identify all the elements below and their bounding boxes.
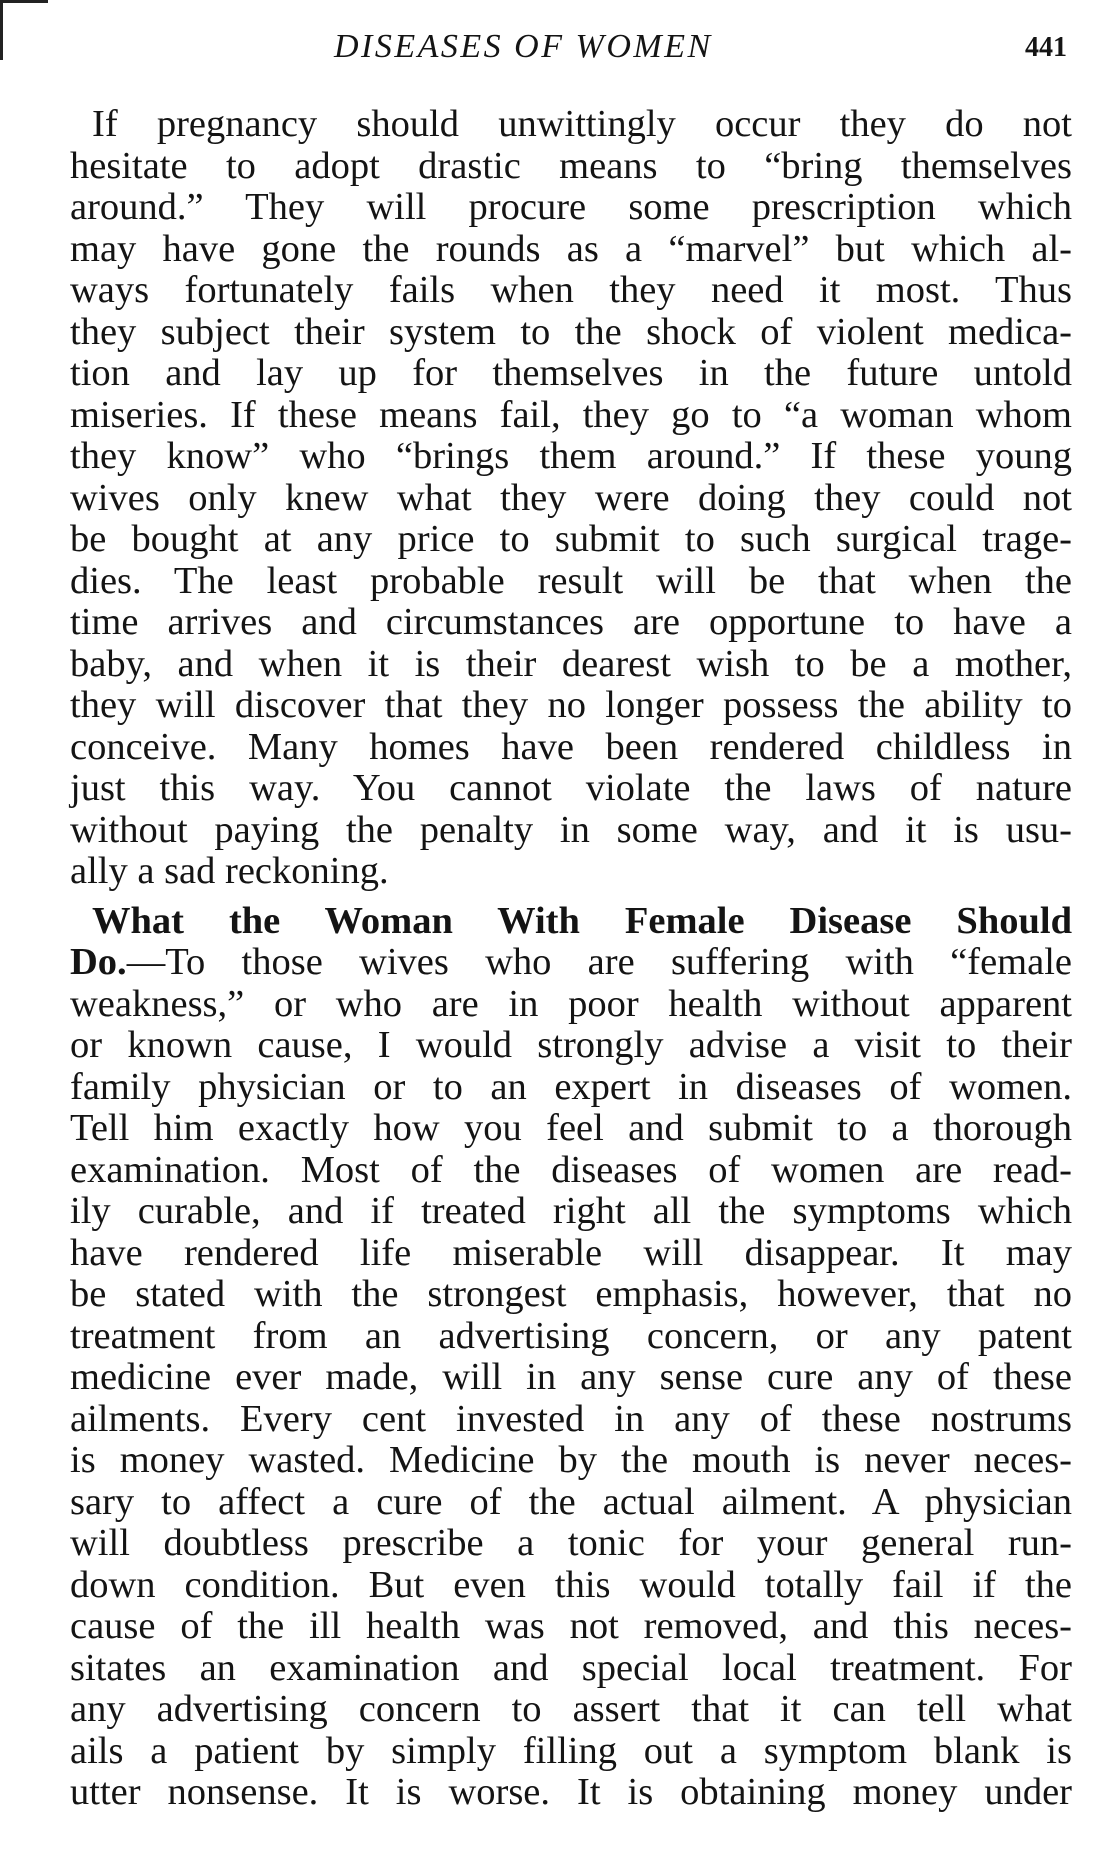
text-line: without paying the penalty in some way, and it is usu- (70, 808, 1072, 851)
text-line: Tell him exactly how you feel and submit to a thorough (70, 1107, 1072, 1149)
section-heading-end: Do. (70, 941, 127, 983)
text-line: hesitate to adopt drastic means to “bring themselves (70, 144, 1072, 187)
text-line: conceive. Many homes have been rendered childless in (70, 725, 1072, 768)
text-line: tion and lay up for themselves in the future untold (70, 352, 1072, 394)
text-line: down condition. But even this would totally fail if the (70, 1563, 1072, 1606)
section-heading: What the Woman With Female Disease Should (92, 899, 1072, 942)
text-line: may have gone the rounds as a “marvel” but which al- (70, 227, 1072, 270)
text-line (70, 942, 1072, 984)
text-line: will doubtless prescribe a tonic for your general run- (70, 1522, 1072, 1564)
text-line: time arrives and circumstances are opportune to have a (70, 601, 1072, 643)
text-line: medicine ever made, will in any sense cure any of these (70, 1356, 1072, 1398)
text-line: they know” who “brings them around.” If these young (70, 435, 1072, 477)
text-line: or known cause, I would strongly advise a visit to their (70, 1024, 1072, 1066)
text-line: treatment from an advertising concern, or any patent (70, 1314, 1072, 1357)
text-line: any advertising concern to assert that it can tell what (70, 1688, 1072, 1730)
text-line: just this way. You cannot violate the laws of nature (70, 767, 1072, 809)
text-line: examination. Most of the diseases of women are read- (70, 1148, 1072, 1191)
section-text: —To those wives who are suffering with “female (126, 941, 1072, 983)
text-line: be bought at any price to submit to such surgical trage- (70, 518, 1072, 560)
text-line: weakness,” or who are in poor health without apparent (70, 982, 1072, 1025)
text-line: utter nonsense. It is worse. It is obtaining money under (70, 1771, 1072, 1813)
paragraph-pregnancy (70, 104, 1072, 893)
text-line: they subject their system to the shock of violent medica- (70, 310, 1072, 353)
section-female-disease (70, 901, 1072, 1814)
text-line: sitates an examination and special local treatment. For (70, 1646, 1072, 1689)
text-line: ailments. Every cent invested in any of these nostrums (70, 1397, 1072, 1440)
text-line: baby, and when it is their dearest wish to be a mother, (70, 642, 1072, 685)
text-line: ily curable, and if treated right all the symptoms which (70, 1190, 1072, 1232)
text-line: If pregnancy should unwittingly occur they do not (92, 103, 1072, 145)
running-title: DISEASES OF WOMEN (334, 28, 713, 65)
text-line (70, 901, 1072, 943)
text-line: cause of the ill health was not removed, and this neces- (70, 1605, 1072, 1647)
body-text (70, 104, 1072, 1814)
scan-edge-top (0, 0, 48, 3)
page-number: 441 (1025, 32, 1067, 63)
text-line: be stated with the strongest emphasis, however, that no (70, 1273, 1072, 1315)
text-line: wives only knew what they were doing they could not (70, 476, 1072, 519)
text-line: around.” They will procure some prescription which (70, 186, 1072, 228)
text-line: ways fortunately fails when they need it most. Thus (70, 269, 1072, 311)
text-line: have rendered life miserable will disappear. It may (70, 1231, 1072, 1274)
text-line: family physician or to an expert in diseases of women. (70, 1065, 1072, 1108)
text-line: ally a sad reckoning. (70, 850, 389, 892)
text-line: dies. The least probable result will be that when the (70, 559, 1072, 602)
text-line: they will discover that they no longer possess the ability to (70, 684, 1072, 726)
text-line: ails a patient by simply filling out a symptom blank is (70, 1729, 1072, 1772)
text-line: is money wasted. Medicine by the mouth is never neces- (70, 1439, 1072, 1481)
running-head (0, 22, 1115, 72)
text-line: sary to affect a cure of the actual ailment. A physician (70, 1480, 1072, 1523)
text-line: miseries. If these means fail, they go to “a woman whom (70, 393, 1072, 436)
